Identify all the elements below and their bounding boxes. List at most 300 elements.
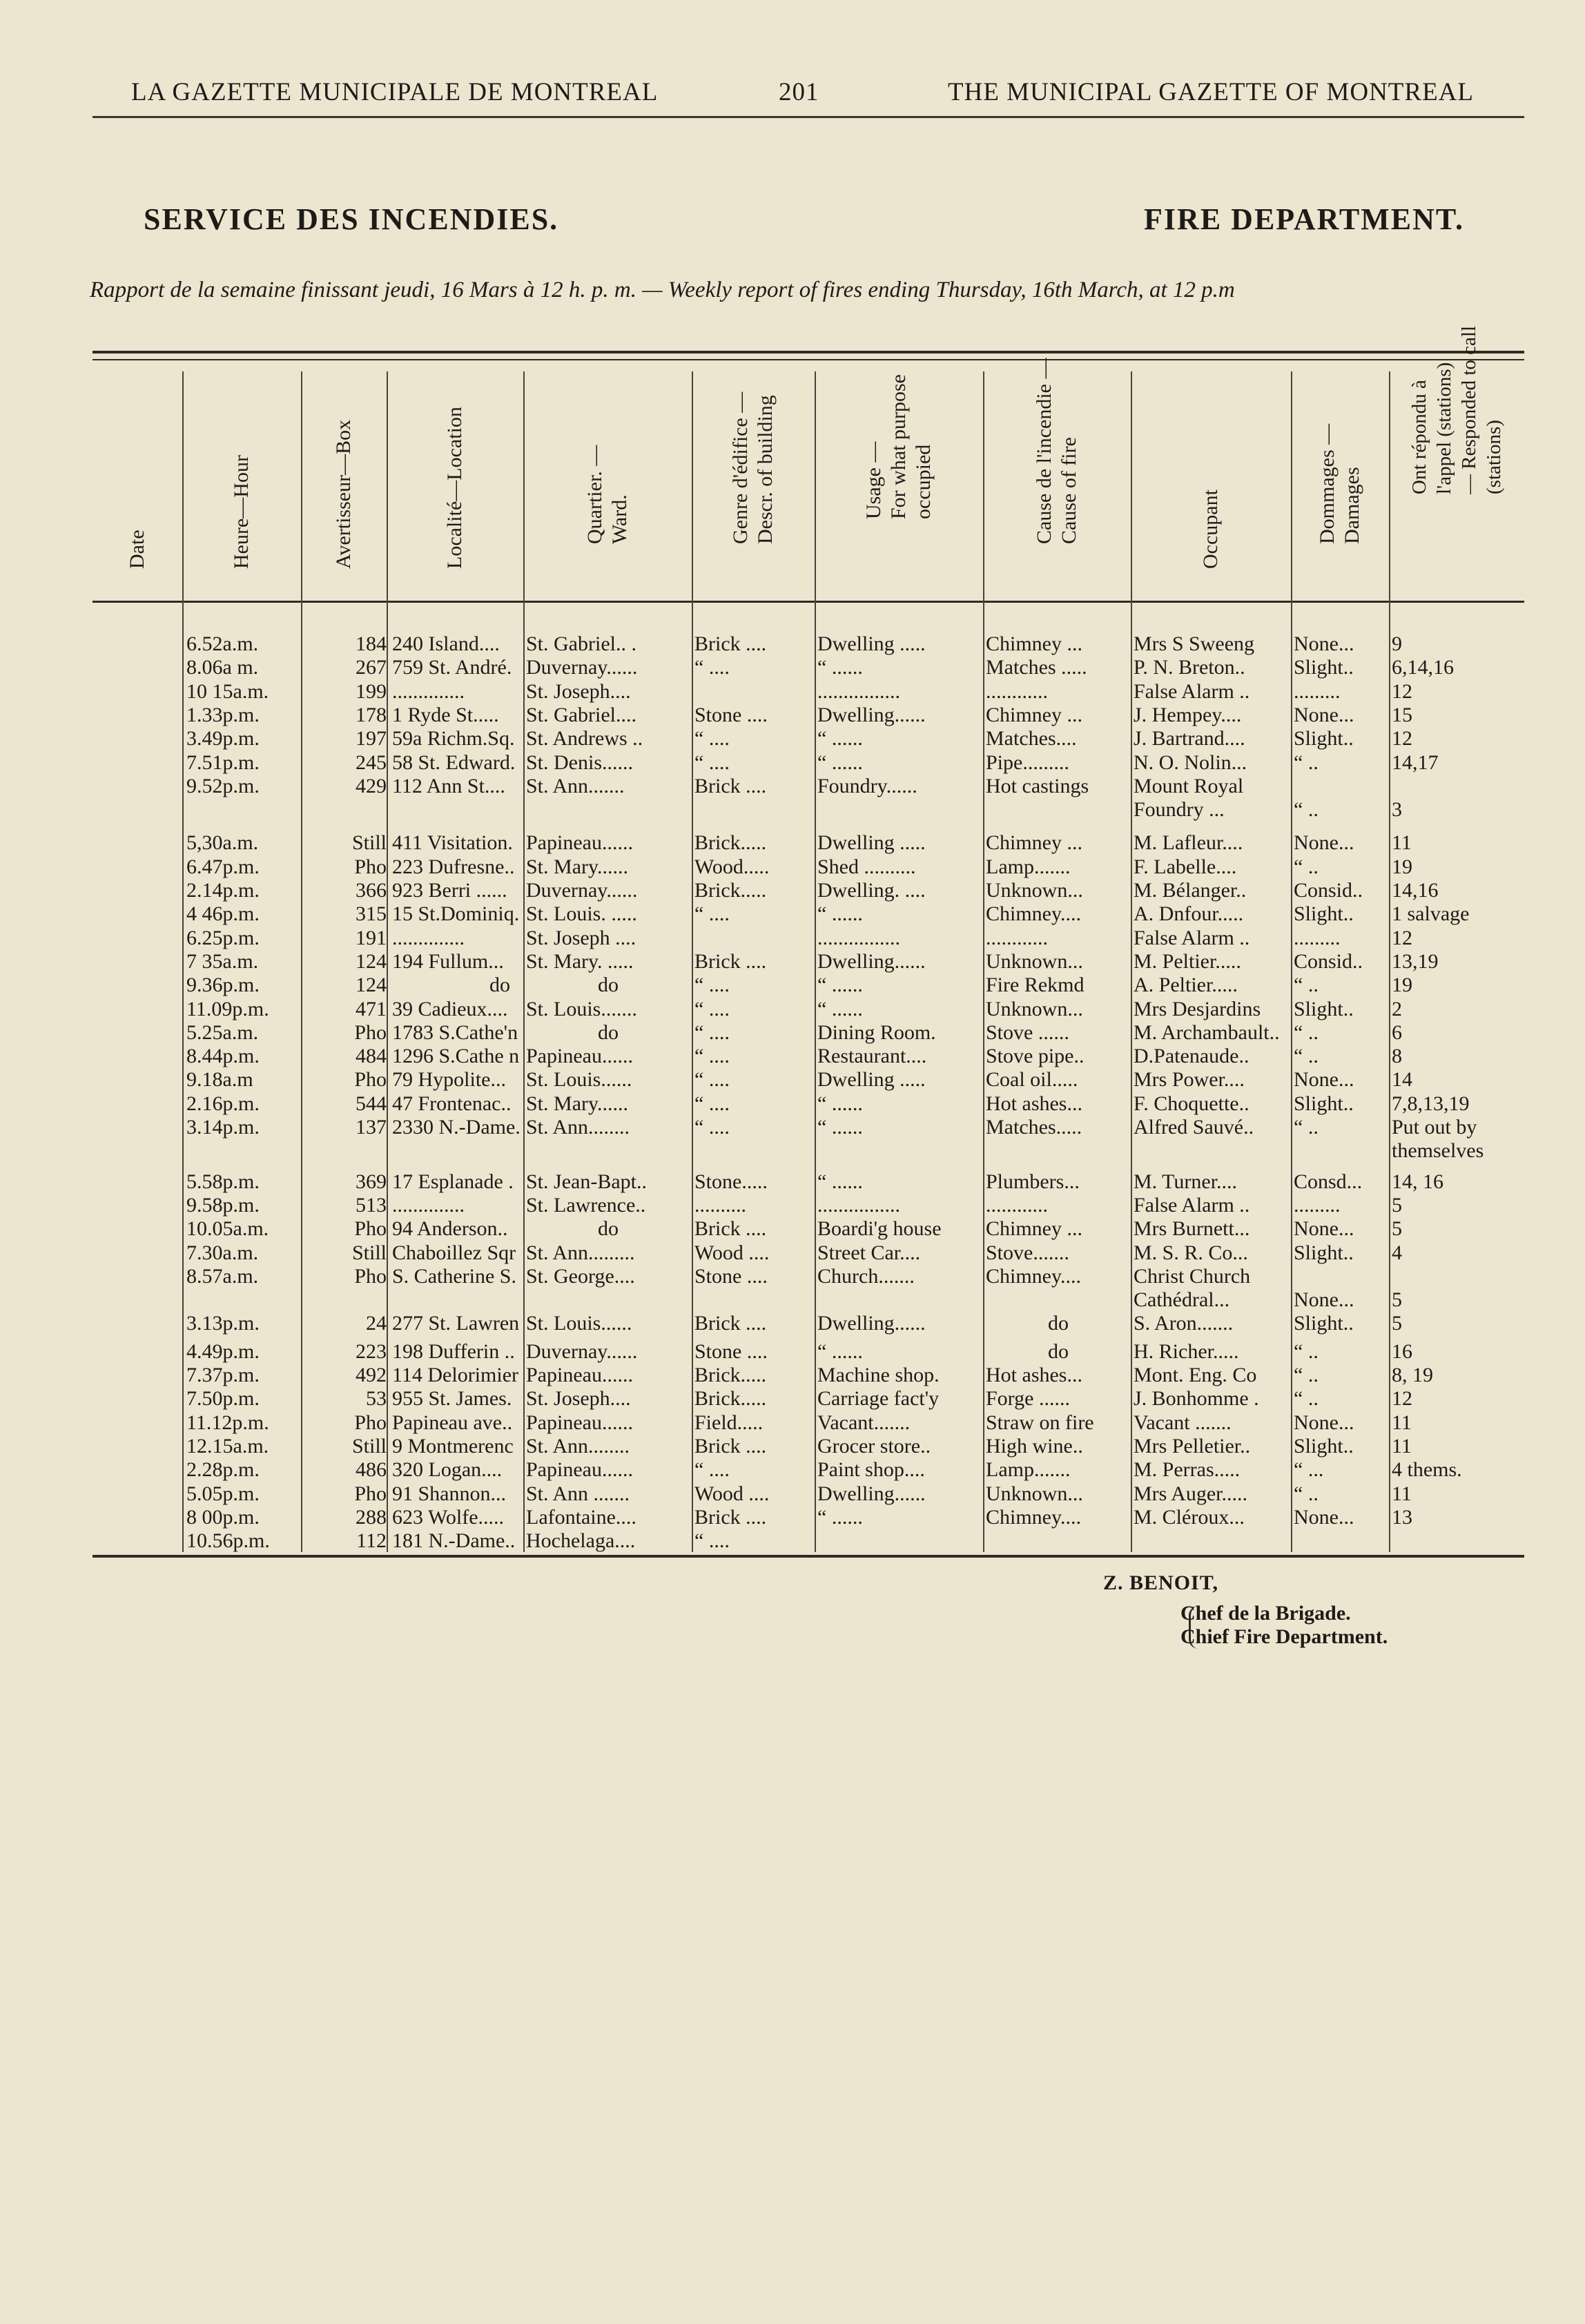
cell-cause: Coal oil..... [986, 1068, 1078, 1092]
cell-building: .......... [694, 1193, 746, 1217]
cell-usage: Restaurant.... [817, 1045, 927, 1068]
cell-responded: 5 [1392, 1193, 1402, 1217]
cell-ward: St. Louis....... [526, 997, 637, 1020]
cell-location: 198 Dufferin .. [392, 1339, 515, 1363]
cell-hour: 5.05p.m. [186, 1482, 260, 1505]
cell-damages: Slight.. [1294, 902, 1354, 926]
cell-location: 411 Visitation. [392, 831, 513, 855]
cell-occupant: D.Patenaude.. [1134, 1045, 1249, 1068]
cell-hour: 3.13p.m. [186, 1312, 260, 1335]
cell-box: 486 [356, 1458, 387, 1482]
cell-building: “ .... [694, 751, 730, 774]
cell-occupant: F. Labelle.... [1134, 855, 1237, 878]
cell-damages: “ .. [1294, 1339, 1319, 1363]
cell-occupant: J. Bonhomme . [1134, 1387, 1259, 1411]
table-row [93, 656, 1524, 679]
table-row [93, 1482, 1524, 1506]
cell-responded: Put out by [1392, 1116, 1477, 1139]
cell-building: Stone..... [694, 1170, 768, 1193]
cell-ward: St. Joseph.... [526, 1387, 631, 1411]
cell-damages: Slight.. [1294, 656, 1354, 679]
cell-occupant: F. Choquette.. [1134, 1092, 1249, 1115]
cell-occupant: Mrs Auger..... [1134, 1482, 1247, 1505]
cell-building: “ .... [694, 1068, 730, 1092]
cell-cause: Lamp....... [986, 1458, 1071, 1482]
cell-ward: Duvernay...... [526, 656, 638, 679]
cell-box: Pho [354, 1264, 387, 1288]
cell-occupant: Christ Church [1134, 1264, 1251, 1288]
header-box-label: Avertisseur—Box [332, 419, 355, 569]
cell-usage: Vacant....... [817, 1411, 911, 1434]
cell-hour: 3.14p.m. [186, 1116, 260, 1139]
cell-damages: “ .. [1294, 974, 1319, 997]
header-ward-fr: Quartier. — [583, 445, 606, 544]
cell-cause: ............ [986, 1193, 1048, 1217]
cell-hour: 8.44p.m. [186, 1045, 260, 1068]
cell-ward: Papineau...... [526, 1364, 633, 1386]
cell-responded: 14,16 [1392, 879, 1439, 902]
cell-responded: 3 [1392, 798, 1402, 822]
cell-damages: Slight.. [1294, 1312, 1354, 1335]
cell-usage: Foundry...... [817, 774, 917, 797]
table-row [93, 1458, 1524, 1482]
cell-box: 137 [356, 1116, 387, 1139]
cell-location: 759 St. André. [392, 656, 512, 679]
cell-location: 114 Delorimier [392, 1364, 519, 1386]
cell-location: 955 St. James. [392, 1387, 512, 1411]
cell-damages: “ .. [1294, 1482, 1319, 1505]
cell-hour: 7.50p.m. [186, 1387, 260, 1411]
cell-usage: Dining Room. [817, 1020, 936, 1044]
cell-responded: 5 [1392, 1217, 1402, 1241]
cell-damages: None... [1294, 831, 1354, 855]
cell-responded: themselves [1392, 1139, 1484, 1163]
cell-occupant: M. Perras..... [1134, 1458, 1241, 1482]
table-row [93, 1241, 1524, 1265]
cell-ward: Papineau...... [526, 1045, 633, 1068]
cell-building: Brick .... [694, 1312, 767, 1335]
cell-ward: St. Jean-Bapt.. [526, 1170, 647, 1193]
cell-building: Brick .... [694, 774, 767, 797]
table-row [93, 704, 1524, 727]
cell-cause: Fire Rekmd [986, 974, 1085, 997]
table-row [93, 1288, 1524, 1312]
cell-hour: 10.05a.m. [186, 1217, 269, 1241]
cell-occupant: A. Dnfour..... [1134, 902, 1244, 926]
cell-responded: 12 [1392, 1387, 1412, 1411]
cell-ward: St. Mary...... [526, 1092, 629, 1115]
cell-location: Chaboillez Sqr [392, 1241, 516, 1264]
cell-hour: 5.58p.m. [186, 1170, 260, 1193]
cell-cause: Forge ...... [986, 1387, 1070, 1411]
cell-location: 15 St.Dominiq. [392, 902, 520, 926]
table-row [93, 1116, 1524, 1139]
cell-location: 9 Montmerenc [392, 1434, 514, 1458]
table-row [93, 855, 1524, 879]
cell-occupant: A. Peltier..... [1134, 974, 1238, 997]
cell-ward: do [598, 974, 619, 997]
table-row [93, 1045, 1524, 1068]
cell-box: 288 [356, 1505, 387, 1529]
cell-responded: 6 [1392, 1020, 1402, 1044]
cell-box: Still [351, 831, 387, 855]
cell-occupant: M. Turner.... [1134, 1170, 1238, 1193]
cell-location: 923 Berri ...... [392, 879, 507, 902]
cell-cause: Matches ..... [986, 656, 1087, 679]
report-subtitle: Rapport de la semaine finissant jeudi, 16 Mars à 12 h. p. m. — Weekly report of fires ending Thursday, 16th March, at 12 p.m [90, 278, 1235, 302]
cell-occupant: M. Lafleur.... [1134, 831, 1243, 855]
table-row [93, 902, 1524, 926]
header-date-label: Date [126, 530, 148, 569]
cell-usage: Dwelling...... [817, 1482, 926, 1505]
cell-occupant: Mrs Pelletier.. [1134, 1434, 1251, 1458]
table-row [93, 1387, 1524, 1411]
cell-hour: 2.16p.m. [186, 1092, 260, 1115]
cell-hour: 5,30a.m. [186, 831, 259, 855]
cell-usage: “ ...... [817, 1170, 863, 1193]
cell-location: 623 Wolfe..... [392, 1505, 505, 1529]
header-usage [815, 371, 983, 598]
cell-location: 58 St. Edward. [392, 751, 516, 774]
cell-location: 112 Ann St.... [392, 774, 505, 797]
cell-building: Brick .... [694, 949, 767, 973]
header-building-fr: Genre d'édifice — [729, 391, 752, 544]
cell-usage: “ ...... [817, 1092, 863, 1115]
cell-cause: Matches.... [986, 727, 1077, 751]
running-head [131, 77, 1474, 112]
table-rule-header [93, 601, 1524, 603]
cell-hour: 1.33p.m. [186, 703, 260, 726]
table-row [93, 1411, 1524, 1435]
cell-hour: 7.51p.m. [186, 751, 260, 774]
cell-damages: “ .. [1294, 1116, 1319, 1139]
table-row [93, 798, 1524, 822]
cell-cause: ............ [986, 679, 1048, 703]
cell-cause: Hot castings [986, 774, 1089, 797]
cell-cause: Stove....... [986, 1241, 1069, 1264]
header-occupant [1131, 371, 1291, 598]
cell-hour: 9.36p.m. [186, 974, 260, 997]
cell-ward: St. Joseph.... [526, 679, 631, 703]
cell-usage: Shed .......... [817, 855, 916, 878]
cell-box: 223 [356, 1339, 387, 1363]
cell-hour: 7.37p.m. [186, 1364, 260, 1386]
signature-name: Z. BENOIT, [1103, 1571, 1218, 1594]
cell-building: Brick .... [694, 632, 767, 655]
cell-responded: 6,14,16 [1392, 656, 1454, 679]
cell-location: 94 Anderson.. [392, 1217, 508, 1241]
cell-location: do [489, 974, 510, 997]
cell-box: 191 [356, 926, 387, 949]
cell-box: 513 [356, 1193, 387, 1217]
table-row [93, 1340, 1524, 1364]
header-cause [983, 358, 1131, 598]
cell-building: Stone .... [694, 703, 768, 726]
cell-ward: do [598, 1020, 619, 1044]
table-row [93, 1312, 1524, 1335]
cell-hour: 3.49p.m. [186, 727, 260, 751]
head-rule [93, 116, 1524, 118]
cell-ward: St. Mary. ..... [526, 949, 634, 973]
cell-hour: 7 35a.m. [186, 949, 259, 973]
cell-building: Brick .... [694, 1434, 767, 1458]
cell-occupant: Alfred Sauvé.. [1134, 1116, 1254, 1139]
cell-damages: “ .. [1294, 1387, 1319, 1411]
cell-location: Papineau ave.. [392, 1411, 513, 1434]
cell-ward: do [598, 1217, 619, 1241]
cell-cause: Chimney.... [986, 902, 1082, 926]
cell-occupant: Mont. Eng. Co [1134, 1364, 1257, 1386]
cell-building: “ .... [694, 656, 730, 679]
cell-box: 197 [356, 727, 387, 751]
cell-responded: 15 [1392, 703, 1412, 726]
cell-building: “ .... [694, 1529, 730, 1553]
cell-responded: 16 [1392, 1339, 1412, 1363]
cell-box: 112 [356, 1529, 387, 1553]
cell-cause: Unknown... [986, 1482, 1083, 1505]
cell-building: “ .... [694, 727, 730, 751]
cell-occupant: Mount Royal [1134, 774, 1244, 797]
cell-location: 1 Ryde St..... [392, 703, 499, 726]
header-box [301, 371, 387, 598]
cell-damages: “ .. [1294, 751, 1319, 774]
cell-ward: St. Louis...... [526, 1312, 632, 1335]
cell-hour: 10.56p.m. [186, 1529, 270, 1553]
cell-usage: “ ...... [817, 1505, 863, 1529]
cell-hour: 4 46p.m. [186, 902, 260, 926]
table-row [93, 1217, 1524, 1241]
cell-usage: “ ...... [817, 974, 863, 997]
cell-occupant: Mrs S Sweeng [1134, 632, 1255, 655]
table-row [93, 1364, 1524, 1387]
cell-cause: Chimney.... [986, 1264, 1082, 1288]
cell-building: Wood..... [694, 855, 770, 878]
cell-building: Wood .... [694, 1241, 770, 1264]
header-responded-en2: (stations) [1483, 420, 1505, 494]
cell-box: Pho [354, 1020, 387, 1044]
header-location [387, 371, 523, 598]
cell-location: 91 Shannon... [392, 1482, 506, 1505]
cell-usage: Carriage fact'y [817, 1387, 940, 1411]
cell-occupant: Mrs Desjardins [1134, 997, 1261, 1020]
cell-damages: “ .. [1294, 798, 1319, 822]
cell-damages: Consd... [1294, 1170, 1363, 1193]
cell-hour: 9.58p.m. [186, 1193, 260, 1217]
cell-damages: “ .. [1294, 1020, 1319, 1044]
cell-building: “ .... [694, 902, 730, 926]
cell-responded: 19 [1392, 974, 1412, 997]
cell-cause: Stove ...... [986, 1020, 1069, 1044]
cell-responded: 14, 16 [1392, 1170, 1443, 1193]
cell-occupant: False Alarm .. [1134, 679, 1250, 703]
cell-building: Stone .... [694, 1264, 768, 1288]
cell-usage: Church....... [817, 1264, 915, 1288]
cell-location: S. Catherine S. [392, 1264, 516, 1288]
cell-responded: 12 [1392, 727, 1412, 751]
cell-responded: 5 [1392, 1312, 1402, 1335]
cell-damages: “ ... [1294, 1458, 1324, 1482]
header-ward [523, 371, 692, 598]
cell-occupant: S. Aron....... [1134, 1312, 1234, 1335]
cell-building: Field..... [694, 1411, 764, 1434]
cell-hour: 8.06a m. [186, 656, 259, 679]
cell-responded: 7,8,13,19 [1392, 1092, 1470, 1115]
cell-building: “ .... [694, 1458, 730, 1482]
cell-usage: Dwelling...... [817, 1312, 926, 1335]
cell-usage: ................ [817, 679, 900, 703]
cell-occupant: Mrs Power.... [1134, 1068, 1245, 1092]
cell-occupant: P. N. Breton.. [1134, 656, 1245, 679]
cell-responded: 13,19 [1392, 949, 1439, 973]
cell-box: Pho [354, 1217, 387, 1241]
cell-location: 79 Hypolite... [392, 1068, 506, 1092]
cell-location: .............. [392, 679, 465, 703]
cell-building: “ .... [694, 997, 730, 1020]
cell-cause: do [1048, 1312, 1069, 1335]
section-title-english: FIRE DEPARTMENT. [1144, 202, 1464, 236]
cell-cause: Hot ashes... [986, 1364, 1082, 1386]
cell-box: Still [351, 1241, 387, 1264]
cell-cause: Straw on fire [986, 1411, 1094, 1434]
cell-location: 39 Cadieux.... [392, 997, 508, 1020]
cell-hour: 6.25p.m. [186, 926, 260, 949]
cell-damages: ......... [1294, 679, 1341, 703]
cell-responded: 12 [1392, 926, 1412, 949]
cell-ward: Lafontaine.... [526, 1505, 636, 1529]
cell-building: Brick..... [694, 879, 767, 902]
cell-cause: Hot ashes... [986, 1092, 1082, 1115]
cell-location: 2330 N.-Dame. [392, 1116, 521, 1139]
cell-usage: “ ...... [817, 656, 863, 679]
cell-occupant: False Alarm .. [1134, 1193, 1250, 1217]
cell-cause: Stove pipe.. [986, 1045, 1085, 1068]
cell-damages: None... [1294, 703, 1354, 726]
cell-location: 17 Esplanade . [392, 1170, 514, 1193]
cell-box: 124 [356, 974, 387, 997]
cell-location: 47 Frontenac.. [392, 1092, 512, 1115]
cell-hour: 4.49p.m. [186, 1339, 260, 1363]
cell-building: Brick..... [694, 1387, 767, 1411]
cell-box: Pho [354, 855, 387, 878]
table-row [93, 1021, 1524, 1045]
cell-hour: 5.25a.m. [186, 1020, 259, 1044]
cell-cause: Chimney.... [986, 1505, 1082, 1529]
cell-occupant: M. Peltier..... [1134, 949, 1241, 973]
cell-usage: “ ...... [817, 751, 863, 774]
header-location-label: Localité—Location [443, 407, 466, 569]
cell-box: 245 [356, 751, 387, 774]
cell-box: 184 [356, 632, 387, 655]
cell-damages: None... [1294, 632, 1354, 655]
header-hour-label: Heure—Hour [230, 455, 253, 569]
cell-occupant: False Alarm .. [1134, 926, 1250, 949]
cell-responded: 11 [1392, 831, 1412, 855]
cell-building: Brick .... [694, 1505, 767, 1529]
table-row [93, 727, 1524, 751]
cell-responded: 14 [1392, 1068, 1412, 1092]
cell-damages: None... [1294, 1217, 1354, 1241]
cell-ward: St. Louis...... [526, 1068, 632, 1092]
cell-box: 267 [356, 656, 387, 679]
cell-damages: Consid.. [1294, 949, 1363, 973]
cell-box: 429 [356, 774, 387, 797]
cell-usage: Street Car.... [817, 1241, 921, 1264]
cell-box: 471 [356, 997, 387, 1020]
cell-building: Brick .... [694, 1217, 767, 1241]
cell-hour: 6.47p.m. [186, 855, 260, 878]
header-date [93, 371, 182, 598]
header-building-en: Descr. of building [754, 395, 777, 544]
cell-cause: Unknown... [986, 997, 1083, 1020]
cell-ward: St. Ann......... [526, 1241, 635, 1264]
table-row [93, 751, 1524, 775]
table-row [93, 879, 1524, 902]
cell-ward: Hochelaga.... [526, 1529, 636, 1553]
table-row [93, 1529, 1524, 1553]
cell-ward: St. Mary...... [526, 855, 629, 878]
running-head-right: THE MUNICIPAL GAZETTE OF MONTREAL [948, 78, 1474, 106]
cell-cause: Unknown... [986, 949, 1083, 973]
cell-hour: 9.52p.m. [186, 774, 260, 797]
table-rule-top-thin [93, 359, 1524, 360]
cell-ward: St. Louis. ..... [526, 902, 637, 926]
cell-box: 178 [356, 703, 387, 726]
cell-box: Pho [354, 1482, 387, 1505]
cell-box: 53 [366, 1387, 387, 1411]
cell-responded: 4 thems. [1392, 1458, 1462, 1482]
header-damages-en: Damages [1341, 467, 1363, 544]
cell-occupant: M. Archambault.. [1134, 1020, 1280, 1044]
cell-cause: High wine.. [986, 1434, 1083, 1458]
cell-usage: Machine shop. [817, 1364, 940, 1386]
cell-damages: “ .. [1294, 855, 1319, 878]
cell-location: 277 St. Lawren [392, 1312, 520, 1335]
cell-occupant: N. O. Nolin... [1134, 751, 1247, 774]
cell-damages: Slight.. [1294, 997, 1354, 1020]
cell-cause: Chimney ... [986, 831, 1082, 855]
cell-box: 366 [356, 879, 387, 902]
cell-ward: St. Ann ....... [526, 1482, 630, 1505]
cell-ward: St. Andrews .. [526, 727, 643, 751]
header-occupant-label: Occupant [1199, 490, 1222, 569]
cell-responded: 9 [1392, 632, 1402, 655]
cell-location: 1783 S.Cathe'n [392, 1020, 518, 1044]
cell-box: 492 [356, 1364, 387, 1386]
cell-ward: Papineau...... [526, 1411, 633, 1434]
cell-ward: St. Ann........ [526, 1434, 630, 1458]
table-row [93, 1068, 1524, 1092]
cell-responded: 8 [1392, 1045, 1402, 1068]
cell-damages: None... [1294, 1411, 1354, 1434]
cell-cause: Pipe......... [986, 751, 1069, 774]
cell-location: 194 Fullum... [392, 949, 504, 973]
cell-occupant: Cathédral... [1134, 1288, 1230, 1312]
cell-building: “ .... [694, 1020, 730, 1044]
cell-occupant: M. S. R. Co... [1134, 1241, 1248, 1264]
cell-responded: 11 [1392, 1434, 1412, 1458]
cell-usage: Dwelling ..... [817, 1068, 926, 1092]
cell-building: “ .... [694, 1116, 730, 1139]
cell-responded: 5 [1392, 1288, 1402, 1312]
table-row [93, 1506, 1524, 1529]
header-damages-fr: Dommages — [1316, 423, 1339, 544]
cell-cause: Lamp....... [986, 855, 1071, 878]
cell-location: 223 Dufresne.. [392, 855, 515, 878]
cell-damages: None... [1294, 1505, 1354, 1529]
cell-ward: St. Joseph .... [526, 926, 636, 949]
table-row [93, 1139, 1524, 1163]
cell-hour: 8 00p.m. [186, 1505, 260, 1529]
